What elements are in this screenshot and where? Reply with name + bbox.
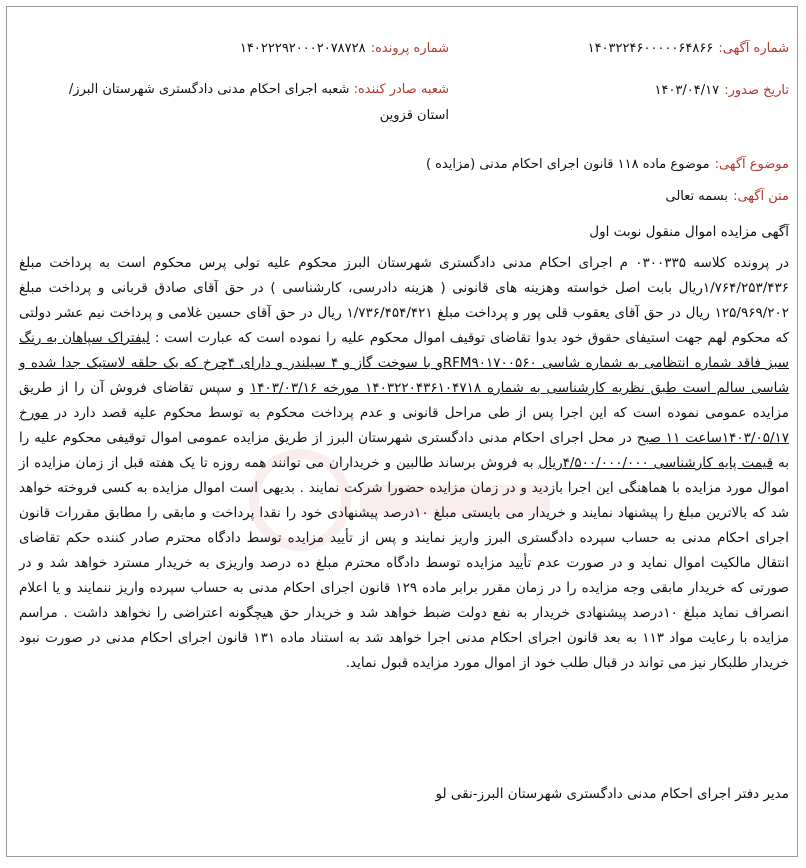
- asset-description: لیفتراک سپاهان به رنگ سبز فاقد شماره انتظامی به شماره شاسی RFM۹۰۱۷۰۰۵۶۰و با سوخت گاز و ۴ سیلندر و دارای ۴چرخ که یک حلقه لاستیک جدا شده و شاسی سالم است طبق نظریه کارشناسی به شماره ۱۴۰۳۲۲۰۴۳۶۱۰۴۷۱۸ مورخه ۱۴۰۳/۰۳/۱۶: [19, 330, 790, 396]
- body-part-4: به فروش برساند طالبین و خریداران می توانند همه روزه تا یک هفته قبل از زمان مزایده از اموال مورد مزایده با هماهنگی این اجرا بازدید و در زمان مزایده حضورا شرکت نمایند . بدیهی است اموال مزایده به کسی فروخته خواهد شد که بالاترین مبلغ را پیشنهاد نمایند و خریدار می بایستی مبلغ ۱۰درصد پیشنهادی خود را نقدا پرداخت و مابقی را مطابق مقررات قانون اجرای احکام مدنی به حساب سپرده دادگستری البرز واریز نمایند و پس از تأیید مزایده توسط دادگاه محترم صادر کننده حکم تقاضای انتقال مالکیت اموال نماید و در صورت عدم تأیید مزایده توسط دادگاه محترم مبلغ ده درصد واریزی به خریدار مسترد خواهد شد و در صورتی که خریدار مابقی وجه مزایده را در زمان مقرر برابر ماده ۱۲۹ قانون اجرای احکام مدنی به حساب سپرده واریز ننمایند و یا اعلام انصراف نماید مبلغ ۱۰درصد پیشنهادی خریدار به نفع دولت ضبط خواهد شد و خریدار حق هیچگونه اعتراضی را نخواهد داشت . مراسم مزایده با رعایت مواد ۱۱۳ به بعد قانون اجرای احکام مدنی اجرا خواهد شد به استناد ماده ۱۳۱ قانون اجرای احکام مدنی در صورت نبود خریدار طلبکار نیز می تواند در قبال طلب خود از اموال مورد مزایده قبول نماید.: [19, 455, 789, 671]
- issue-date-label: تاریخ صدور:: [724, 83, 789, 98]
- notice-number-label: شماره آگهی:: [718, 41, 789, 56]
- notice-heading: آگهی مزایده اموال منقول نوبت اول: [589, 224, 789, 240]
- body-part-2: و سپس تقاضای فروش آن را از طریق مزایده عمومی نموده است که این اجرا پس از طی مراحل قانونی و عدم پرداخت محکوم به توسط محکوم علیه قصد دارد در: [19, 380, 789, 421]
- text-title: بسمه تعالی: [665, 189, 728, 204]
- case-number: ۱۴۰۲۲۲۹۲۰۰۰۲۰۷۸۷۲۸: [239, 41, 366, 56]
- notice-number: ۱۴۰۳۲۲۴۶۰۰۰۰۰۶۴۸۶۶: [587, 41, 714, 56]
- text-title-row: [665, 185, 789, 204]
- notice-number-row: [588, 37, 789, 56]
- signature: مدیر دفتر اجرای احکام مدنی دادگستری شهرستان البرز-نقی لو: [435, 786, 789, 802]
- issue-date-row: [654, 79, 789, 98]
- base-price: قیمت پایه کارشناسی ۴/۵۰۰/۰۰۰/۰۰۰ریال: [538, 455, 774, 471]
- body-part-1: در پرونده کلاسه ۰۳۰۰۳۳۵ م اجرای احکام مدنی دادگستری شهرستان البرز محکوم علیه تولی پرس محکوم است به پرداخت مبلغ ۱/۷۶۴/۲۵۳/۴۳۶ریال بابت اصل خواسته وهزینه های قانونی ( هزینه دادرسی، کارشناسی ) در حق آقای صادق قربانی و پرداخت مبلغ ۱۲۵/۹۶۹/۲۰۲ ریال در حق آقای یعقوب قلی پور و پرداخت مبلغ ۱/۷۳۶/۴۵۴/۴۲۱ ریال در حق آقای حسین غلامی و پرداخت نیم عشر دولتی که محکوم لهم جهت استیفای حقوق خود بدوا تقاضای توقیف اموال محکوم علیه را نموده است که عبارت است :: [19, 255, 790, 346]
- notice-body: [19, 251, 789, 676]
- case-number-row: [240, 37, 449, 56]
- subject: موضوع ماده ۱۱۸ قانون اجرای احکام مدنی (مزایده ): [425, 157, 710, 172]
- issuer-label: شعبه صادر کننده:: [353, 82, 449, 97]
- issuer: شعبه اجرای احکام مدنی دادگستری شهرستان البرز/استان قزوین: [68, 82, 449, 123]
- case-number-label: شماره پرونده:: [370, 41, 449, 56]
- subject-row: [426, 153, 789, 172]
- body-part-3: در محل اجرای احکام مدنی دادگستری شهرستان البرز از طریق مزایده عمومی اموال توقیفی محکوم علیه را به: [19, 430, 789, 471]
- auction-datetime: مورخ ۱۴۰۳/۰۵/۱۷ساعت ۱۱ صبح: [19, 405, 789, 446]
- issue-date: ۱۴۰۳/۰۴/۱۷: [654, 83, 720, 98]
- text-label: متن آگهی:: [733, 189, 789, 204]
- issuer-row: [49, 77, 449, 129]
- notice-frame: [6, 6, 798, 857]
- subject-label: موضوع آگهی:: [714, 157, 789, 172]
